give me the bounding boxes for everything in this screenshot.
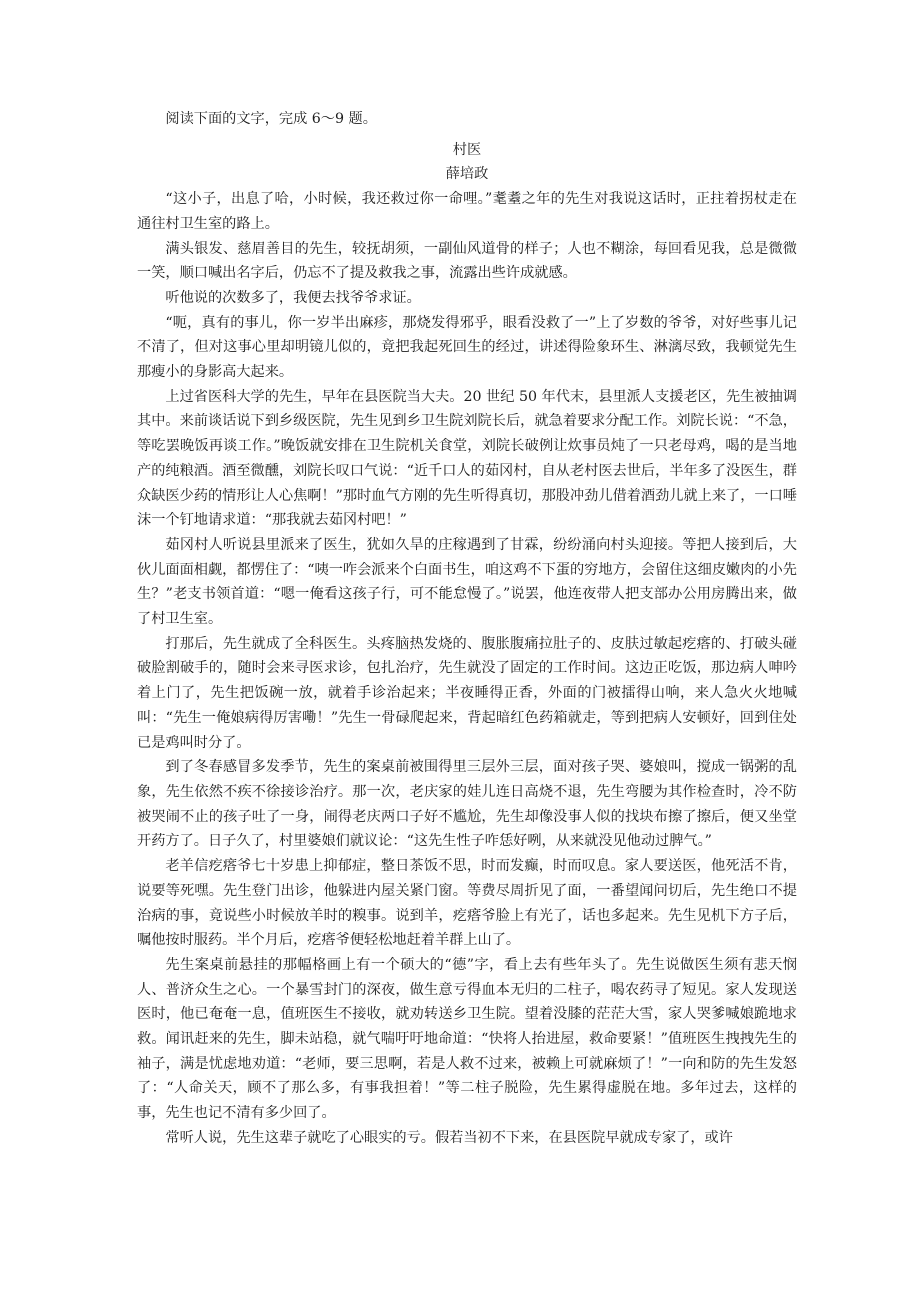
article-title: 村医 [452, 141, 482, 158]
document-page [137, 107, 797, 1151]
article-paragraph-6: 茹冈村人听说县里派来了医生，犹如久旱的庄稼遇到了甘霖，纷纷涌向村头迎接。等把人接到后，大伙儿面面相觑，都愣住了：“咦一咋会派来个白面书生，咱这鸡不下蛋的穷地方，会留住这细皮嫩肉的小先生？”老支书领首道：“嗯一俺看这孩子行，可不能怠慢了。”说罢，他连夜带人把支部办公用房腾出来，做了村卫生室。 [137, 536, 797, 628]
article-paragraph-7: 打那后，先生就成了全科医生。头疼脑热发烧的、腹胀腹痛拉肚子的、皮肤过敏起疙瘩的、打破头碰破脸割破手的，随时会来寻医求诊，包扎治疗，先生就没了固定的工作时间。这边正吃饭，那边病人呻吟着上门了，先生把饭碗一放，就着手诊治起来；半夜睡得正香，外面的门被擂得山响，来人急火火地喊叫：“先生一俺娘病得厉害嘞！”先生一骨碌爬起来，背起暗红色药箱就走，等到把病人安顿好，回到住处已是鸡叫时分了。 [137, 635, 797, 751]
article-author: 薛培政 [445, 166, 489, 183]
reading-instruction: 阅读下面的文字，完成 6～9 题。 [165, 111, 377, 127]
article-paragraph-5: 上过省医科大学的先生，早年在县医院当大夫。20 世纪 50 年代末，县里派人支援老区，先生被抽调其中。来前谈话说下到乡级医院，先生见到乡卫生院刘院长后，就急着要求分配工作。刘院长说：“不急，等吃罢晚饭再谈工作。”晚饭就安排在卫生院机关食堂，刘院长破例让炊事员炖了一只老母鸡，喝的是当地产的纯粮酒。酒至微醺，刘院长叹口气说：“近千口人的茹冈村，自从老村医去世后，半年多了没医生，群众缺医少药的情形让人心焦啊！”那时血气方刚的先生听得真切，那股冲劲儿借着酒劲儿就上来了，一口唾沫一个钉地请求道：“那我就去茹冈村吧！” [137, 388, 797, 529]
article-paragraph-8: 到了冬春感冒多发季节，先生的案桌前被围得里三层外三层，面对孩子哭、婆娘叫，搅成一锅粥的乱象，先生依然不疾不徐接诊治疗。那一次，老庆家的娃儿连日高烧不退，先生弯腰为其作检查时，冷不防被哭闹不止的孩子吐了一身，闹得老庆两口子好不尴尬，先生却像没事人似的找块布擦了擦后，便又坐堂开药方了。日子久了，村里婆娘们就议论：“这先生性子咋恁好咧，从来就没见他动过脾气。” [137, 759, 797, 850]
article-paragraph-10: 先生案桌前悬挂的那幅格画上有一个硕大的“德”字，看上去有些年头了。先生说做医生须有悲天悯人、普济众生之心。一个暴雪封门的深夜，做生意亏得血本无归的二柱子，喝农药寻了短见。家人发现送医时，他已奄奄一息，值班医生不接收，就劝转送乡卫生院。望着没膝的茫茫大雪，家人哭爹喊娘跪地求救。闻讯赶来的先生，脚未站稳，就气喘吁吁地命道：“快将人抬进屋，救命要紧！”值班医生拽拽先生的袖子，满是忧虑地劝道：“老师，要三思啊，若是人救不过来，被赖上可就麻烦了！”一向和防的先生发怒了：“人命关天，顾不了那么多，有事我担着！”等二柱子脱险，先生累得虚脱在地。多年过去，这样的事，先生也记不清有多少回了。 [137, 956, 797, 1122]
article-paragraph-11: 常听人说，先生这辈子就吃了心眼实的亏。假若当初不下来，在县医院早就成专家了，或许 [165, 1129, 733, 1146]
article-paragraph-3: 听他说的次数多了，我便去找爷爷求证。 [165, 289, 421, 306]
article-paragraph-1: “这小子，出息了哈，小时候，我还救过你一命哩。”耄耋之年的先生对我说这话时，正拄着拐杖走在通往村卫生室的路上。 [137, 191, 797, 232]
article-paragraph-4: “呃，真有的事儿，你一岁半出麻疹，那烧发得邪乎，眼看没救了一”上了岁数的爷爷，对好些事儿记不清了，但对这事心里却明镜儿似的，竟把我起死回生的经过，讲述得险象环生、淋漓尽致，我顿觉先生那瘦小的身影高大起来。 [137, 314, 797, 381]
article-paragraph-9: 老羊信疙瘩爷七十岁患上抑郁症，整日茶饭不思，时而发癫，时而叹息。家人要送医，他死活不肯，说要等死嘿。先生登门出诊，他躲进内屋关紧门窗。等费尽周折见了面，一番望闻问切后，先生绝口不提治病的事，竟说些小时候放羊时的糗事。说到羊，疙瘩爷脸上有光了，话也多起来。先生见机下方子后，嘱他按时服药。半个月后，疙瘩爷便轻松地赶着羊群上山了。 [137, 858, 797, 949]
article-paragraph-2: 满头银发、慈眉善目的先生，较抚胡须，一副仙风道骨的样子；人也不糊涂，每回看见我，总是微微一笑，顺口喊出名字后，仍忘不了提及救我之事，流露出些许成就感。 [137, 240, 797, 282]
